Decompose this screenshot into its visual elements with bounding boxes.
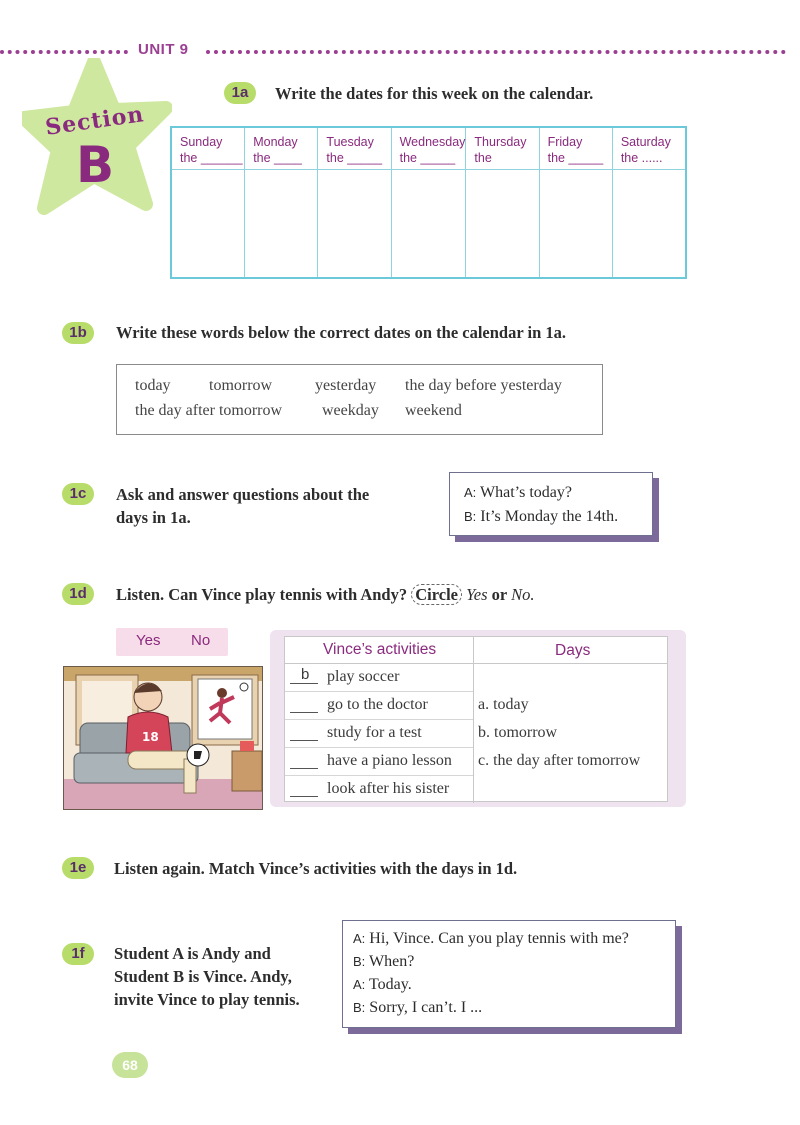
unit-title: UNIT 9 <box>138 41 189 58</box>
calendar-column[interactable] <box>172 128 245 277</box>
speaker-label: A: <box>464 485 477 500</box>
calendar-column[interactable] <box>245 128 318 277</box>
day-name: Friday <box>547 135 583 149</box>
day-date-blank[interactable]: the _____ <box>326 151 383 165</box>
task-1d-instruction <box>116 585 534 605</box>
word-item: today <box>135 377 171 394</box>
calendar-column[interactable] <box>466 128 539 277</box>
week-calendar <box>170 126 687 279</box>
day-date-blank[interactable]: the <box>474 151 492 165</box>
yes-option[interactable]: Yes <box>136 632 161 649</box>
day-name: Saturday <box>620 135 671 149</box>
dialog-line: Sorry, I can’t. I ... <box>369 999 483 1016</box>
day-date-blank[interactable]: the ______ <box>180 151 243 165</box>
yes-word: Yes <box>466 585 488 604</box>
day-name: Monday <box>253 135 298 149</box>
activity-text: go to the doctor <box>327 696 428 713</box>
page-number: 68 <box>112 1052 148 1078</box>
answer-blank[interactable] <box>290 740 318 741</box>
word-item: weekend <box>405 402 462 419</box>
calendar-column[interactable] <box>318 128 391 277</box>
dialog-line: When? <box>369 953 415 970</box>
or-word: or <box>491 585 507 604</box>
calendar-column[interactable] <box>540 128 613 277</box>
task-1c-instruction-line2: days in 1a. <box>116 508 191 527</box>
yes-no-choice <box>116 628 228 656</box>
task-1b-badge: 1b <box>62 322 94 344</box>
day-date-blank[interactable]: the ...... <box>620 151 663 165</box>
section-letter: B <box>76 136 115 194</box>
calendar-cell[interactable] <box>245 170 317 277</box>
answer-blank[interactable] <box>290 768 318 769</box>
speaker-label: B: <box>353 954 366 969</box>
header-dots-right <box>206 50 786 54</box>
answer-value: b <box>301 666 310 683</box>
task-1f-line3: invite Vince to play tennis. <box>114 990 300 1009</box>
calendar-cell[interactable] <box>613 170 685 277</box>
task-1c-instruction-line1: Ask and answer questions about the <box>116 485 370 504</box>
dialog-box-1f <box>342 920 676 1028</box>
circle-word: Circle <box>411 584 462 605</box>
calendar-column[interactable] <box>392 128 467 277</box>
answer-blank[interactable] <box>290 683 318 684</box>
calendar-column[interactable] <box>613 128 685 277</box>
speaker-label: B: <box>353 1000 366 1015</box>
task-1d-text: Listen. Can Vince play tennis with Andy? <box>116 585 408 604</box>
word-item: weekday <box>322 402 379 419</box>
task-1d-badge: 1d <box>62 583 94 605</box>
task-1a-badge: 1a <box>224 82 256 104</box>
section-word: Section <box>43 101 146 141</box>
task-1f-line2: Student B is Vince. Andy, <box>114 967 292 986</box>
day-date-blank[interactable]: the ____ <box>253 151 302 165</box>
dialog-line: Today. <box>369 976 412 993</box>
dialog-line: Hi, Vince. Can you play tennis with me? <box>369 930 629 947</box>
task-1e-badge: 1e <box>62 857 94 879</box>
dialog-line: What’s today? <box>480 484 572 501</box>
shirt-number: 18 <box>142 730 159 744</box>
day-name: Tuesday <box>326 135 374 149</box>
activities-header: Vince’s activities <box>323 641 437 658</box>
dialog-line: It’s Monday the 14th. <box>480 508 619 525</box>
day-option: b. tomorrow <box>478 724 558 741</box>
task-1f-badge: 1f <box>62 943 94 965</box>
word-item: yesterday <box>315 377 377 394</box>
word-box <box>116 364 603 435</box>
speaker-label: A: <box>353 931 366 946</box>
word-item: the day after tomorrow <box>135 402 283 419</box>
no-option[interactable]: No <box>191 632 211 649</box>
header-dots-left <box>0 50 128 54</box>
task-1e-instruction: Listen again. Match Vince’s activities with the days in 1d. <box>114 859 518 878</box>
calendar-cell[interactable] <box>392 170 466 277</box>
day-option: a. today <box>478 696 529 713</box>
activity-text: look after his sister <box>327 780 450 797</box>
day-option: c. the day after tomorrow <box>478 752 641 769</box>
day-name: Wednesday <box>399 135 466 149</box>
activities-table <box>284 636 668 802</box>
day-name: Sunday <box>180 135 223 149</box>
task-1f-line1: Student A is Andy and <box>114 944 271 963</box>
days-header: Days <box>555 642 591 659</box>
dialog-box-1c <box>449 472 653 536</box>
activity-text: study for a test <box>327 724 422 741</box>
task-1b-instruction: Write these words below the correct dates on the calendar in 1a. <box>116 323 567 342</box>
day-date-blank[interactable]: the _____ <box>547 151 604 165</box>
speaker-label: A: <box>353 977 366 992</box>
speaker-label: B: <box>464 509 477 524</box>
calendar-cell[interactable] <box>172 170 244 277</box>
task-1c-badge: 1c <box>62 483 94 505</box>
no-word: No. <box>511 585 535 604</box>
vince-illustration <box>63 666 263 810</box>
calendar-cell[interactable] <box>466 170 538 277</box>
activity-text: have a piano lesson <box>327 752 452 769</box>
day-date-blank[interactable]: the _____ <box>399 151 456 165</box>
word-item: tomorrow <box>209 377 273 394</box>
answer-blank[interactable] <box>290 796 318 797</box>
task-1a-instruction: Write the dates for this week on the calendar. <box>275 84 594 103</box>
calendar-cell[interactable] <box>318 170 390 277</box>
activity-text: play soccer <box>327 668 400 685</box>
answer-blank[interactable] <box>290 712 318 713</box>
word-item: the day before yesterday <box>405 377 562 394</box>
calendar-cell[interactable] <box>540 170 612 277</box>
day-name: Thursday <box>474 135 527 149</box>
